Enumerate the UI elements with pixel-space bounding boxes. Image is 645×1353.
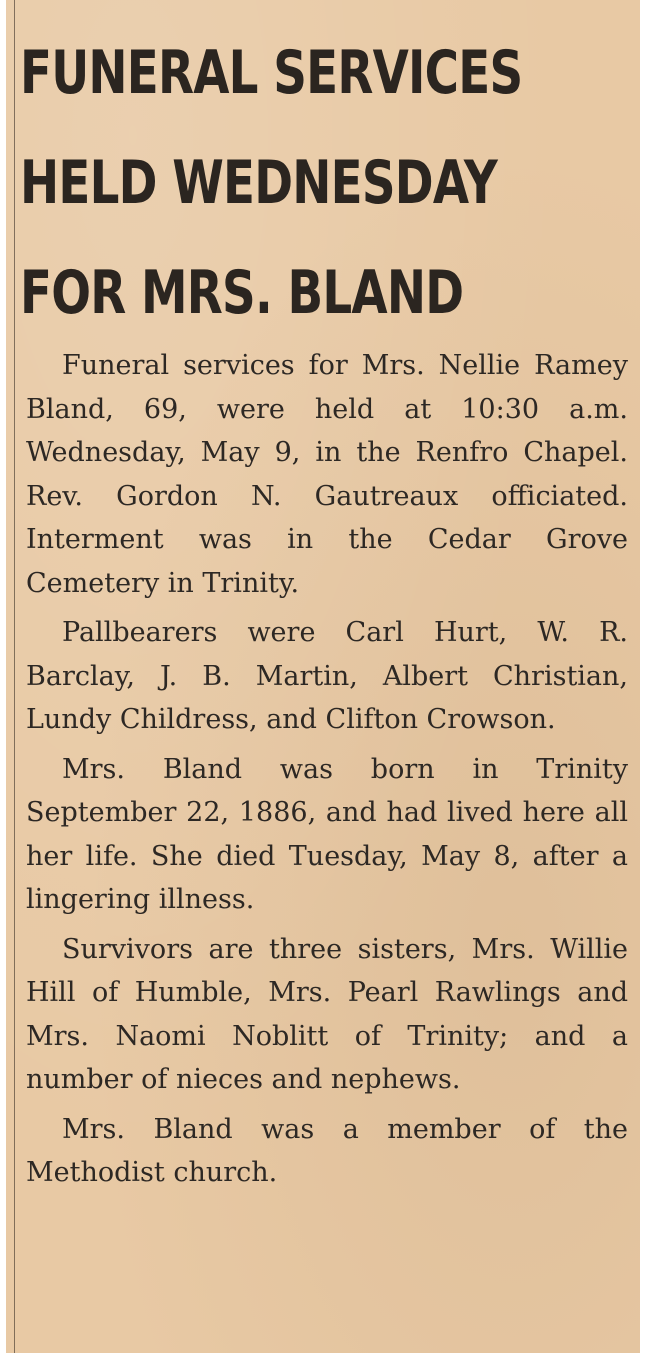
newspaper-clipping: [6, 0, 640, 1353]
article-body: [26, 344, 628, 1201]
paragraph-pallbearers: Pallbearers were Carl Hurt, W. R. Barclay, J. B. Martin, Albert Christian, Lundy Childress, and Clifton Crowson.: [26, 617, 628, 735]
column-rule: [14, 0, 15, 1353]
headline: [20, 18, 523, 348]
headline-line-1: FUNERAL SERVICES: [20, 38, 523, 108]
headline-line-3: FOR MRS. BLAND: [20, 258, 464, 328]
paragraph-biography: Mrs. Bland was born in Trinity September 22, 1886, and had lived here all her life. She died Tuesday, May 8, after a lingering illness.: [26, 753, 628, 915]
headline-line-2: HELD WEDNESDAY: [20, 148, 497, 218]
paragraph-church: Mrs. Bland was a member of the Methodist church.: [26, 1113, 628, 1188]
paragraph-services: Funeral services for Mrs. Nellie Ramey Bland, 69, were held at 10:30 a.m. Wednesday, May 9, in the Renfro Chapel. Rev. Gordon N. Gautreaux officiated. Interment was in the Cedar Grove Cemetery in Trinity.: [26, 350, 628, 599]
paragraph-survivors: Survivors are three sisters, Mrs. Willie Hill of Humble, Mrs. Pearl Rawlings and Mrs. Naomi Noblitt of Trinity; and a number of nieces and nephews.: [26, 933, 628, 1095]
